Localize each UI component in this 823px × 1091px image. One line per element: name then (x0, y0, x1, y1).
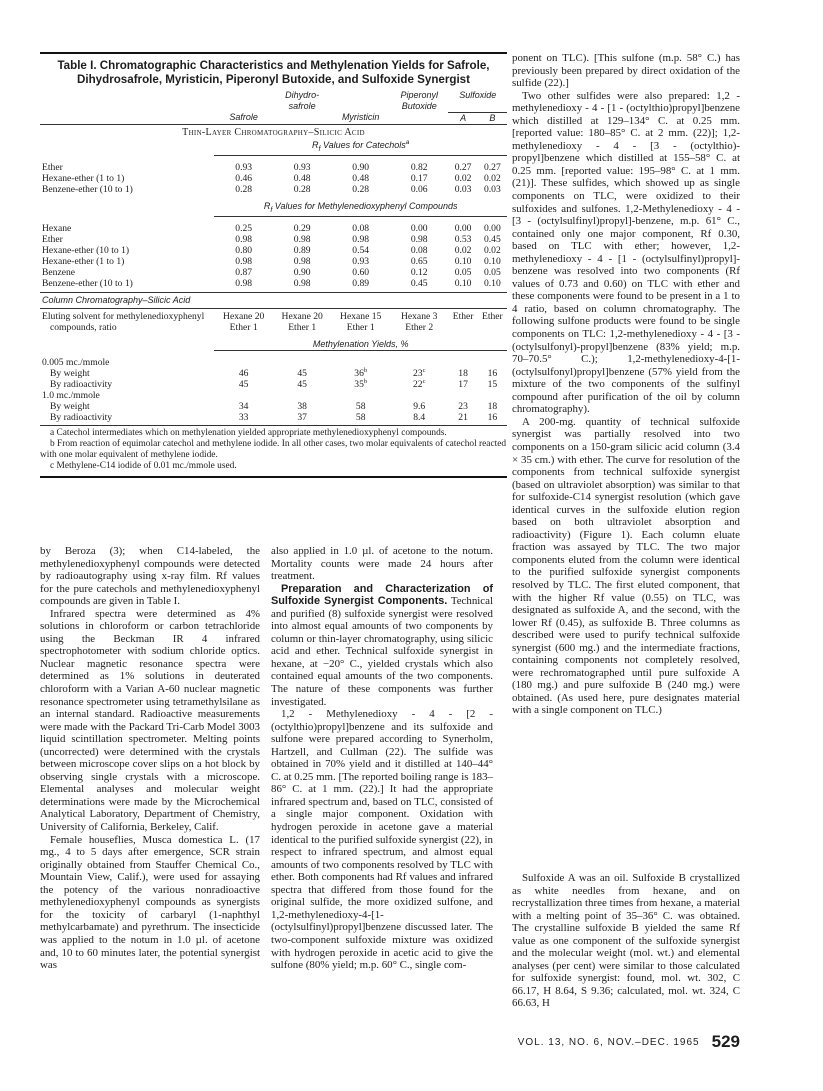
table-footnotes (40, 428, 507, 478)
mdp-cell: 0.00 (454, 222, 472, 234)
eluting-label: Eluting solvent for methylenedioxyphenyl compounds, ratio (40, 308, 214, 333)
header-sulfoxide: Sulfoxide (448, 90, 507, 112)
body-column-1 (40, 545, 260, 972)
header-row-1 (40, 90, 507, 112)
dose1-cell: 23$^c$ (412, 366, 426, 379)
catechol-cell: 0.03 (483, 183, 501, 195)
catechol-cell: 0.48 (352, 172, 370, 184)
subhead-yields: Methylenation Yields, % (214, 339, 507, 351)
mdp-cell: 0.00 (483, 222, 501, 234)
dose2-row-label: By weight (50, 401, 90, 413)
catechol-row-label: Ether (42, 161, 63, 173)
dose1-cell: 35$^b$ (354, 377, 368, 391)
body-column-2 (271, 545, 493, 972)
mdp-cell: 0.00 (410, 222, 428, 234)
subhead-yields-row (40, 339, 507, 351)
dose2-cell: 38 (297, 401, 307, 413)
catechol-rows (40, 162, 507, 195)
chromatography-table (40, 90, 507, 426)
mdp-cell: 0.98 (235, 256, 253, 268)
mdp-row-label: Hexane (42, 222, 72, 234)
dose1-row (40, 368, 507, 379)
catechol-cell: 0.93 (235, 161, 253, 173)
eluting-safrole: Hexane 20 Ether 1 (214, 308, 273, 333)
catechol-cell: 0.93 (293, 161, 311, 173)
catechol-row (40, 184, 507, 195)
col1-para-1: by Beroza (3); when C14-labeled, the methylenedioxyphenyl compounds were detected by radioautography using x-ray film. Rf values for the pure catechols and methylenedioxyphenyl compounds are given in Table I. (40, 545, 260, 608)
dose1-cell: 18 (458, 367, 468, 379)
header-safrole: Safrole (214, 112, 273, 124)
catechol-cell: 0.90 (352, 161, 370, 173)
dose2-cell: 18 (487, 401, 498, 413)
mdp-cell: 0.98 (293, 278, 311, 290)
dose1-cell: 46 (238, 367, 249, 379)
dose1-cell: 17 (458, 379, 468, 391)
catechol-cell: 0.06 (410, 183, 428, 195)
dose1-cell: 45 (297, 367, 307, 379)
eluting-piperonyl: Hexane 3 Ether 2 (390, 308, 449, 333)
mdp-cell: 0.90 (293, 267, 311, 279)
catechol-row-label: Benzene-ether (10 to 1) (42, 183, 133, 195)
col2-para-3: 1,2 - Methylenedioxy - 4 - [2 - (octylthio)propyl]benzene and its sulfoxide and sulfone were prepared according to Synerholm, Hartzell, and Cullman (22). The sulfide was obtained in 70% yield and it distilled at 140–44° C. at 0.25 mm. [The reported boiling range is 183–86° C. at 1 mm. (22).] It had the appropriate infrared spectrum and, based on TLC, consisted of a single major component. Oxidation with hydrogen peroxide in acetone gave a material identical to the purified sulfoxide synergist (22), in respect to infrared spectrum, and almost equal amounts of two components resolved by TLC with ether. Both components had Rf values and infrared spectra that differed from those found for the original sulfide, the more oxidized sulfone, and 1,2-methylenedioxy-4-[1-(octylsulfinyl)propyl]benzene discussed later. The two-component sulfoxide mixture was oxidized with hydrogen peroxide in acetic acid to give the sulfone (80% yield; m.p. 60° C., single com- (271, 708, 494, 972)
body-column-3 (512, 52, 740, 717)
dose2-cell: 23 (458, 401, 468, 413)
section-heading-sulfoxide: Preparation and Characterization of Sulfoxide Synergist Components. (271, 582, 493, 608)
dose1-cell: 36$^b$ (354, 366, 368, 379)
mdp-row (40, 267, 507, 278)
subhead-catechols-row (40, 140, 507, 155)
dose1-row (40, 379, 507, 390)
mdp-cell: 0.87 (235, 267, 253, 279)
subhead-mdp: $R_f$ Values for Methylenedioxyphenyl Compounds (214, 201, 507, 216)
subhead-mdp-row (40, 201, 507, 216)
mdp-row-label: Ether (42, 234, 63, 246)
mdp-row (40, 245, 507, 256)
mdp-cell: 0.54 (352, 245, 370, 257)
mdp-cell: 0.02 (483, 245, 501, 257)
mdp-row-label: Hexane-ether (1 to 1) (42, 256, 125, 268)
col2-para-1: also applied in 1.0 µl. of acetone to the notum. Mortality counts were made 24 hours after treatment. (271, 545, 493, 583)
dose1-cell: 22$^c$ (412, 377, 426, 391)
dose1-label: 0.005 mc./mmole (42, 356, 110, 368)
page-number: 529 (711, 1032, 740, 1051)
mdp-row (40, 234, 507, 245)
mdp-cell: 0.80 (235, 245, 253, 257)
header-myristicin: Myristicin (331, 112, 390, 124)
mdp-cell: 0.89 (352, 278, 370, 290)
mdp-cell: 0.89 (293, 245, 311, 257)
dose1-row-label: By radioactivity (50, 379, 113, 391)
dose2-rows (40, 401, 507, 423)
mdp-cell: 0.45 (483, 234, 501, 246)
col1-para-2: Infrared spectra were determined as 4% solutions in chloroform or carbon tetrachloride using the Beckman IR 4 infrared spectrophotometer with sodium chloride optics. Nuclear magnetic resonance spectra were determined as 1% solutions in deuterated chloroform with a Varian A-60 nuclear magnetic resonance spectrometer using tetramethylsilane as an internal standard. Radioactive measurements were made with the Packard Tri-Carb Model 3003 liquid scintillation spectrometer. Melting points (uncorrected) were determined with the crystals between microscope cover slips on a hot block by observing single crystals with a microscope. Elemental analyses and molecular weight determinations were made by the Microchemical Analytical Laboratory, Department of Chemistry, University of California, Berkeley, Calif. (40, 607, 260, 834)
mdp-cell: 0.98 (352, 234, 370, 246)
mdp-cell: 0.98 (293, 256, 311, 268)
eluting-dihydrosafrole: Hexane 20 Ether 1 (273, 308, 332, 333)
col3b-para-1: Sulfoxide A was an oil. Sulfoxide B crystallized as white needles from hexane, and on recrystallization three times from hexane, a material with a melting point of 35–36° C. was obtained. The crystalline sulfoxide B yielded the same Rf value as one component of the sulfoxide synergist and the molecular weight (mol. wt.) and elemental analyses (per cent) were similar to those calculated for sulfoxide synergist: found, mol. wt. 302, C 66.17, H 8.64, S 9.36; calculated, mol. wt. 324, C 66.63, H (512, 872, 740, 1010)
catechol-cell: 0.28 (293, 183, 311, 195)
eluting-sulfoxide-a: Ether (448, 308, 477, 333)
dose2-row (40, 390, 507, 401)
dose2-row (40, 412, 507, 423)
mdp-cell: 0.05 (483, 267, 501, 279)
catechol-cell: 0.28 (235, 183, 253, 195)
mdp-row-label: Benzene-ether (10 to 1) (42, 278, 133, 290)
mdp-cell: 0.98 (293, 234, 311, 246)
table-top-rule (40, 52, 507, 54)
dose2-row-label: By radioactivity (50, 412, 113, 424)
footnote-a: a Catechol intermediates which on methylenation yielded appropriate methylenedioxyphenyl compounds. (50, 428, 447, 439)
mdp-row (40, 223, 507, 234)
mdp-cell: 0.10 (454, 278, 472, 290)
catechol-cell: 0.28 (352, 183, 370, 195)
header-sulfoxide-a: A (448, 112, 477, 124)
table-caption: Table I. Chromatographic Characteristics and Methylenation Yields for Safrole, Dihydrosafrole, Myristicin, Piperonyl Butoxide, and Sulfoxide Synergist (57, 59, 490, 86)
dose2-cell: 16 (487, 412, 498, 424)
dose1-cell: 16 (487, 367, 498, 379)
mdp-cell: 0.02 (454, 245, 472, 257)
mdp-cell: 0.10 (483, 256, 501, 268)
dose2-cell: 58 (355, 412, 366, 424)
mdp-cell: 0.08 (352, 222, 370, 234)
header-piperonyl-butoxide: Piperonyl Butoxide (400, 90, 438, 112)
dose1-row (40, 357, 507, 368)
footnote-c: c Methylene-C14 iodide of 0.01 mc./mmole used. (50, 461, 237, 472)
mdp-row (40, 256, 507, 267)
section-tlc-row (40, 124, 507, 140)
footnote-marker: c (422, 366, 426, 374)
eluting-row (40, 308, 507, 333)
catechol-row-label: Hexane-ether (1 to 1) (42, 172, 125, 184)
header-row-2 (40, 112, 507, 124)
catechol-cell: 0.02 (483, 172, 501, 184)
section-column-row (40, 292, 507, 308)
footnote-b: b From reaction of equimolar catechol and methylene iodide. In all other cases, two molar equivalents of catechol reacted with one molar equivalent of methylene iodide. (40, 439, 507, 461)
dose2-cell: 33 (238, 412, 249, 424)
mdp-cell: 0.65 (410, 256, 428, 268)
mdp-rows (40, 223, 507, 290)
catechol-cell: 0.17 (410, 172, 428, 184)
catechol-row (40, 162, 507, 173)
header-dihydrosafrole: Dihydro- safrole (285, 90, 320, 112)
dose1-row-label: By weight (50, 367, 90, 379)
catechol-cell: 0.27 (483, 161, 501, 173)
mdp-cell: 0.10 (454, 256, 472, 268)
catechol-cell: 0.46 (235, 172, 253, 184)
dose2-row (40, 401, 507, 412)
mdp-cell: 0.98 (235, 234, 253, 246)
dose1-cell: 45 (238, 379, 249, 391)
footnote-marker: b (363, 377, 368, 385)
col1-para-3: Female houseflies, Musca domestica L. (17 mg., 4 to 5 days after emergence, SCR strain originally obtained from Stauffer Chemical Co., Mountain View, Calif.), were used for assaying the potency of the various nonradioactive methylenedioxyphenyl compounds as synergists for the toxicity of carbaryl (1-naphthyl methylcarbamate) and pyrethrum. The insecticide was applied to the notum in 1.0 µl. of acetone and, 10 to 60 minutes later, the potential synergist was (40, 833, 260, 972)
footnote-marker: c (422, 377, 426, 385)
subhead-catechols: $R_f$ Values for Catechols$^a$ (214, 140, 507, 155)
dose2-label: 1.0 mc./mmole (42, 390, 100, 402)
page-footer (440, 1031, 740, 1053)
dose2-cell: 8.4 (413, 412, 426, 424)
header-sulfoxide-b: B (478, 112, 507, 124)
table-1 (40, 52, 507, 478)
mdp-cell: 0.93 (352, 256, 370, 268)
mdp-row (40, 278, 507, 289)
mdp-cell: 0.10 (483, 278, 501, 290)
mdp-cell: 0.60 (352, 267, 370, 279)
col2-section-text: Technical and purified (8) sulfoxide synergist were resolved into almost equal amounts of two components by column or thin-layer chromatography, using silicic acid and ether. Technical sulfoxide synergist in hexane, at −20° C., yielded crystals which also contained equal amounts of the two components. The nature of these components was further investigated. (271, 595, 493, 708)
mdp-cell: 0.05 (454, 267, 472, 279)
section-column: Column Chromatography–Silicic Acid (42, 294, 191, 305)
mdp-row-label: Hexane-ether (10 to 1) (42, 245, 130, 257)
mdp-cell: 0.98 (235, 278, 253, 290)
eluting-myristicin: Hexane 15 Ether 1 (331, 308, 390, 333)
mdp-cell: 0.53 (454, 234, 472, 246)
col3-para-2: Two other sulfides were also prepared: 1,2 - methylenedioxy - 4 - [1 - (octylthio)propyl]benzene which distilled at 129–134° C. at 0.25 mm. [reported value: 180–85° C. at 2 mm. (22)]; 1,2-methylenedioxy - 4 - [3 - (octylthio)-propyl]benzene which distilled at 155–58° C. at 0.25 mm. [reported value: 195–98° C. at 1 mm. (21)]. These sulfides, which showed up as single components on TLC, were oxidized to their sulfoxides and sulfones. 1,2-Methylenedioxy - 4 - [3 - (octylsulfinyl)propyl]-benzene, m.p. 61° C., contained only one major component, Rf 0.30, based on TLC with ether; however, 1,2-methylenedioxy - 4 - [1 - (octylsulfinyl)propyl]-benzene was resolved into two components (Rf values of 0.73 and 0.60) on TLC with ether and these components were found to be present in a 1 to 4 ratio, based on column chromatography. The following sulfone products were found to be single components on TLC: 1,2-methylenedioxy - 4 - [3 - (octylsulfonyl)-propyl]benzene (83% yield; m.p. 70–70.5° C.); 1,2-methylenedioxy-4-[1-(octylsulfonyl)propyl]benzene (57% yield from the mixture of the two components of the sulfinyl compound after purification of the oil by column chromatography). (512, 89, 740, 416)
section-tlc: Thin-Layer Chromatography–Silicic Acid (182, 126, 365, 138)
col3-para-1: ponent on TLC). [This sulfone (m.p. 58° C.) has previously been prepared by direct oxidation of the sulfide (22).] (512, 52, 740, 90)
mdp-cell: 0.29 (293, 222, 311, 234)
col3-para-3: A 200-mg. quantity of technical sulfoxide synergist was partially resolved into two components on a 150-gram silicic acid column (3.4 × 35 cm.) with ether. The curve for resolution of the components from technical sulfoxide synergist (based on ultraviolet absorption) was similar to that for sulfoxide-C14 synergist resolution (which gave identical curves in the sulfoxide elution region based on both ultraviolet absorption and radioactivity) (Figure 1). Each column eluate fraction was assayed by TLC. The two major components eluted from the column were identical to the purified sulfoxide synergist components resolved by TLC. The first eluted component, that with the higher Rf value (0.55) on TLC, was designated as sulfoxide A, and the second, with the lower Rf (0.45), as sulfoxide B. Three columns as described were used to purify technical sulfoxide synergist (600 mg.) and the intermediate fractions, containing components not completely resolved, were rechromatographed until pure sulfoxide A (180 mg.) and pure sulfoxide B (240 mg.) were obtained. (As used here, pure designates material with a single component on TLC.) (512, 415, 740, 717)
dose1-cell: 45 (297, 379, 307, 391)
catechol-cell: 0.27 (454, 161, 472, 173)
journal-issue: VOL. 13, NO. 6, NOV.–DEC. 1965 (517, 1036, 700, 1048)
dose1-rows (40, 368, 507, 390)
dose2-cell: 21 (458, 412, 468, 424)
dose1-cell: 15 (487, 379, 498, 391)
mdp-cell: 0.12 (410, 267, 428, 279)
catechol-cell: 0.02 (454, 172, 472, 184)
catechol-cell: 0.82 (410, 161, 428, 173)
col2-section (271, 583, 493, 708)
catechol-cell: 0.48 (293, 172, 311, 184)
dose2-cell: 58 (355, 401, 366, 413)
mdp-cell: 0.08 (410, 245, 428, 257)
mdp-cell: 0.98 (410, 234, 428, 246)
body-column-3-lower (512, 872, 740, 1010)
eluting-sulfoxide-b: Ether (478, 308, 507, 333)
dose2-cell: 9.6 (413, 401, 426, 413)
dose2-cell: 34 (238, 401, 249, 413)
mdp-row-label: Benzene (42, 267, 76, 279)
dose2-cell: 37 (297, 412, 307, 424)
mdp-cell: 0.25 (235, 222, 253, 234)
catechol-cell: 0.03 (454, 183, 472, 195)
footnote-marker: b (363, 366, 368, 374)
catechol-row (40, 173, 507, 184)
mdp-cell: 0.45 (410, 278, 428, 290)
